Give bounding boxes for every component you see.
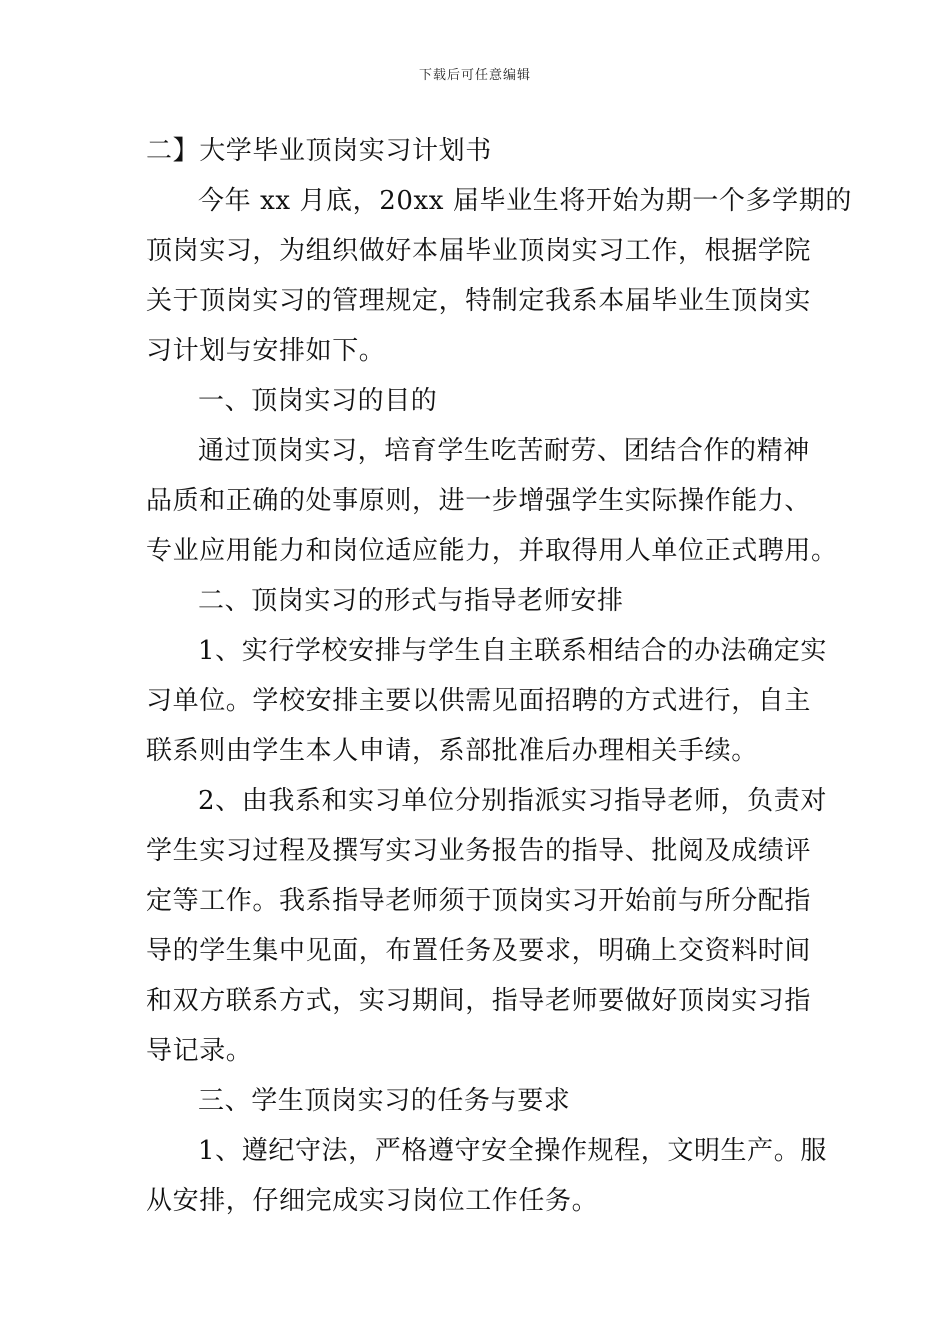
text-line: 一、顶岗实习的目的 xyxy=(198,386,438,416)
document-title: 二】大学毕业顶岗实习计划书 xyxy=(146,136,492,166)
text-line: 顶岗实习，为组织做好本届毕业顶岗实习工作，根据学院 xyxy=(146,236,812,266)
text-line: 1、遵纪守法，严格遵守安全操作规程，文明生产。服 xyxy=(198,1136,827,1166)
text-line: 学生实习过程及撰写实习业务报告的指导、批阅及成绩评 xyxy=(146,836,812,866)
text-line: 2、由我系和实习单位分别指派实习指导老师，负责对 xyxy=(198,786,827,816)
text-line: 习计划与安排如下。 xyxy=(146,336,386,366)
text-line: 导记录。 xyxy=(146,1036,253,1066)
text-line: 和双方联系方式，实习期间，指导老师要做好顶岗实习指 xyxy=(146,986,812,1016)
text-line: 习单位。学校安排主要以供需见面招聘的方式进行，自主 xyxy=(146,686,812,716)
text-line: 三、学生顶岗实习的任务与要求 xyxy=(198,1086,571,1116)
text-line: 1、实行学校安排与学生自主联系相结合的办法确定实 xyxy=(198,636,827,666)
text-line: 定等工作。我系指导老师须于顶岗实习开始前与所分配指 xyxy=(146,886,812,916)
text-line: 导的学生集中见面，布置任务及要求，明确上交资料时间 xyxy=(146,936,812,966)
text-line: 从安排，仔细完成实习岗位工作任务。 xyxy=(146,1186,599,1216)
text-line: 今年 xx 月底，20xx 届毕业生将开始为期一个多学期的 xyxy=(198,186,852,216)
text-line: 联系则由学生本人申请，系部批准后办理相关手续。 xyxy=(146,736,758,766)
text-line: 二、顶岗实习的形式与指导老师安排 xyxy=(198,586,624,616)
text-line: 专业应用能力和岗位适应能力，并取得用人单位正式聘用。 xyxy=(146,536,838,566)
document-body xyxy=(146,126,852,1226)
text-line: 关于顶岗实习的管理规定，特制定我系本届毕业生顶岗实 xyxy=(146,286,812,316)
text-line: 通过顶岗实习，培育学生吃苦耐劳、团结合作的精神 xyxy=(198,436,810,466)
text-line: 品质和正确的处事原则，进一步增强学生实际操作能力、 xyxy=(146,486,812,516)
page-header-note: 下载后可任意编辑 xyxy=(418,68,531,83)
